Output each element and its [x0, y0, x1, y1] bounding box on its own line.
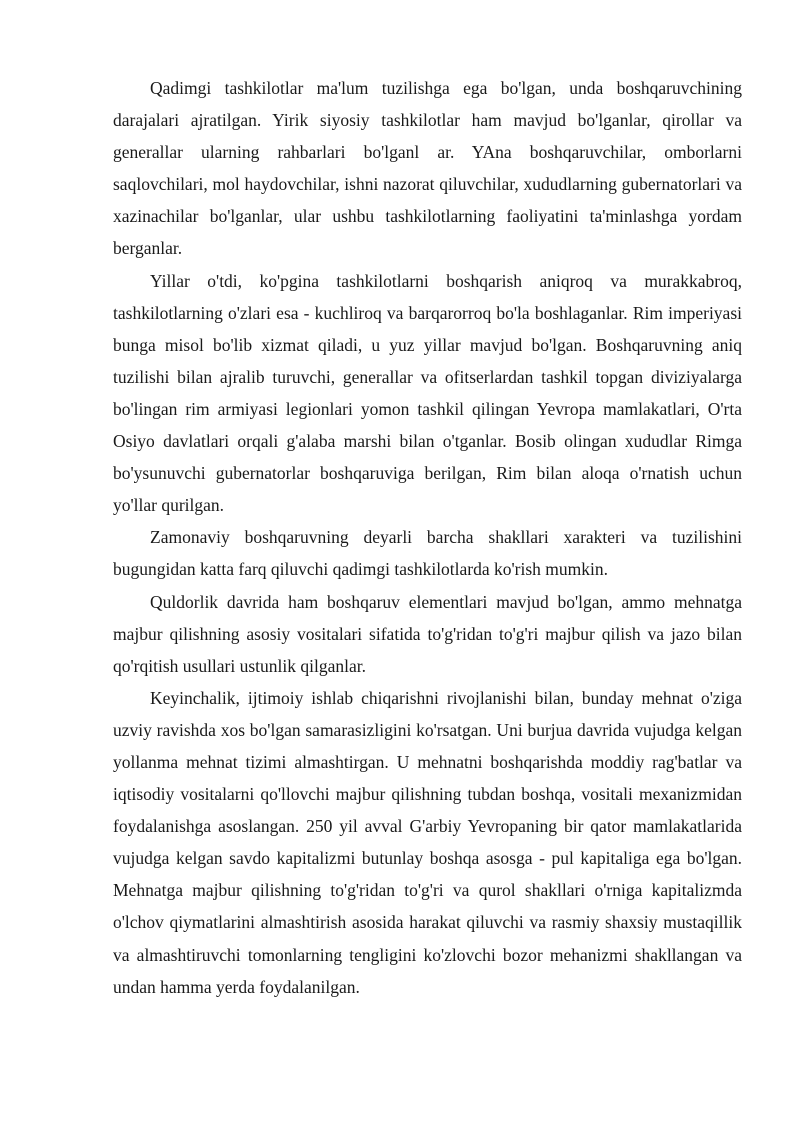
paragraph-2: Yillar o'tdi, ko'pgina tashkilotlarni boshqarish aniqroq va murakkabroq, tashkilotlarning o'zlari esa - kuchliroq va barqarorroq bo'la boshlaganlar. Rim imperiyasi bunga misol bo'lib xizmat qiladi, u yuz yillar mavjud bo'lgan. Boshqaruvning aniq tuzilishi bilan ajralib turuvchi, generallar va ofitserlardan tashkil topgan diviziyalarga bo'lingan rim armiyasi legionlari yomon tashkil qilingan Yevropa mamlakatlari, O'rta Osiyo davlatlari orqali g'alaba marshi bilan o'tganlar. Bosib olingan xududlar Rimga bo'ysunuvchi gubernatorlar boshqaruviga berilgan, Rim bilan aloqa o'rnatish uchun yo'llar qurilgan. [113, 270, 742, 516]
paragraph-5: Keyinchalik, ijtimoiy ishlab chiqarishni rivojlanishi bilan, bunday mehnat o'ziga uzviy ravishda xos bo'lgan samarasizligini ko'rsatgan. Uni burjua davrida vujudga kelgan yollanma mehnat tizimi almashtirgan. U mehnatni boshqarishda moddiy rag'batlar va iqtisodiy vositalarni qo'llovchi majbur qilishning tubdan boshqa, vositali mexanizmidan foydalanishga asoslangan. 250 yil avval G'arbiy Yevropaning bir qator mamlakatlarida vujudga kelgan savdo kapitalizmi butunlay boshqa asosga - pul kapitaliga ega bo'lgan. Mehnatga majbur qilishning to'g'ridan to'g'ri va qurol shakllari o'rniga kapitalizmda o'lchov qiymatlarini almashtirish asosida harakat qiluvchi va rasmiy shaxsiy mustaqillik va almashtiruvchi tomonlarning tengligini ko'zlovchi bozor mehanizmi shakllangan va undan hamma yerda foydalanilgan. [113, 687, 742, 997]
paragraph-3: Zamonaviy boshqaruvning deyarli barcha shakllari xarakteri va tuzilishini bugungidan katta farq qiluvchi qadimgi tashkilotlarda ko'rish mumkin. [113, 527, 742, 580]
document-page [113, 72, 742, 1003]
paragraph-1: Qadimgi tashkilotlar ma'lum tuzilishga ega bo'lgan, unda boshqaruvchining darajalari ajratilgan. Yirik siyosiy tashkilotlar ham mavjud bo'lganlar, qirollar va generallar ularning rahbarlari bo'lganl ar. YAna boshqaruvchilar, omborlarni saqlovchilari, mol haydovchilar, ishni nazorat qiluvchilar, xududlarning gubernatorlari va xazinachilar bo'lganlar, ular ushbu tashkilotlarning faoliyatini ta'minlashga yordam berganlar. [113, 78, 742, 259]
paragraph-4: Quldorlik davrida ham boshqaruv elementlari mavjud bo'lgan, ammo mehnatga majbur qilishning asosiy vositalari sifatida to'g'ridan to'g'ri majbur qilish va jazo bilan qo'rqitish usullari ustunlik qilganlar. [113, 591, 742, 676]
